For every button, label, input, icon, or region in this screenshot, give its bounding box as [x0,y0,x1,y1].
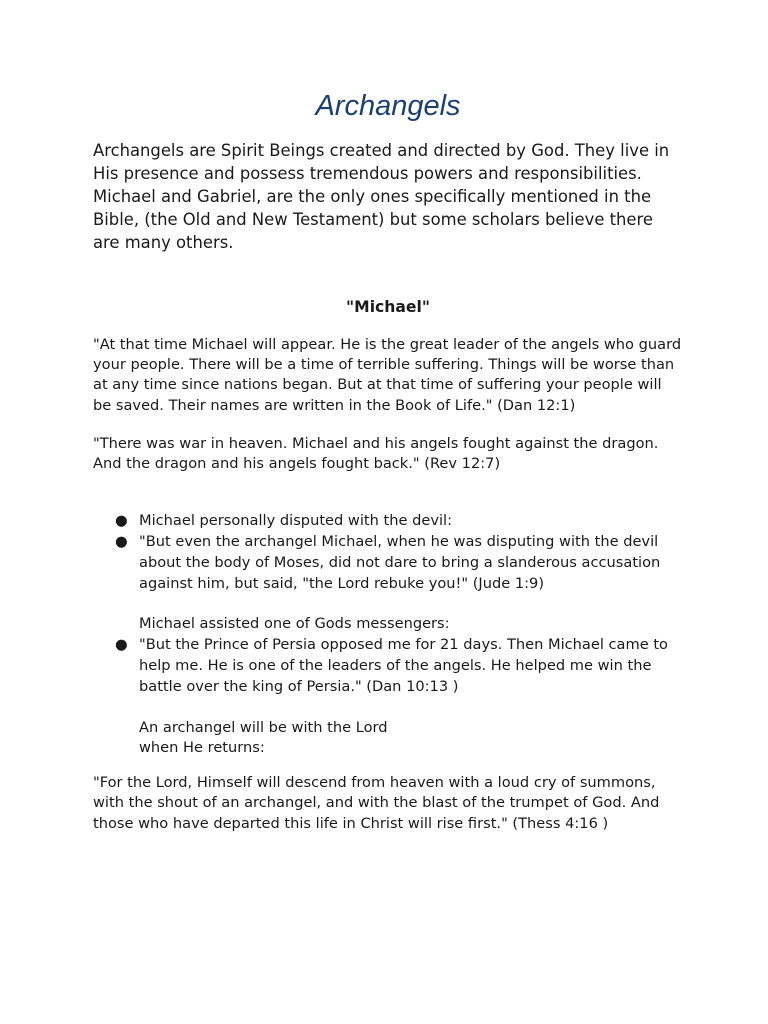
list-item [115,532,683,635]
list-item-text: Michael personally disputed with the devil: [139,512,453,530]
intro-paragraph: Archangels are Spirit Beings created and directed by God. They live in His presence and possess tremendous powers and responsibilities. Michael and Gabriel, are the only ones specifically mentioned in the Bible, (the Old and New Testament) but some scholars believe there are many others. [93,141,670,252]
closing-paragraph: "For the Lord, Himself will descend from heaven with a loud cry of summons, with the shout of an archangel, and with the blast of the trumpet of God. And those who have departed this life in Christ will rise first." (Thess 4:16 ) [93,774,660,832]
quote-paragraph-rev: "There was war in heaven. Michael and his angels fought against the dragon. And the dragon and his angels fought back." (Rev 12:7) [93,434,659,473]
document-page [93,86,683,834]
list-item-text: "But even the archangel Michael, when he was disputing with the devil about the body of Moses, did not dare to bring a slanderous accusation against him, but said, "the Lord rebuke you!" (Jude 1:9) [139,533,661,592]
list-item-text: "But the Prince of Persia opposed me for 21 days. Then Michael came to help me. He is one of the leaders of the angels. He helped me win the battle over the king of Persia." (Dan 10:13 ) [139,636,668,695]
list-item-followup: Michael assisted one of Gods messengers: [139,615,450,633]
list-item [115,511,683,532]
bullet-icon: ● [115,512,128,530]
list-item-followup [139,718,683,760]
bullet-list [93,511,683,759]
section-heading-michael: "Michael" [346,298,430,316]
page-title: Archangels [315,90,461,122]
bullet-icon: ● [115,533,128,551]
list-item [115,635,683,759]
quote-paragraph-dan: "At that time Michael will appear. He is the great leader of the angels who guard your people. There will be a time of terrible suffering. Things will be worse than at any time since nations began. But at that time of suffering your people will be saved. Their names are written in the Book of Life." (Dan 12:1) [93,336,682,414]
followup-line: An archangel will be with the Lord [139,718,388,736]
bullet-icon: ● [115,636,128,654]
followup-line: when He returns: [139,739,265,757]
